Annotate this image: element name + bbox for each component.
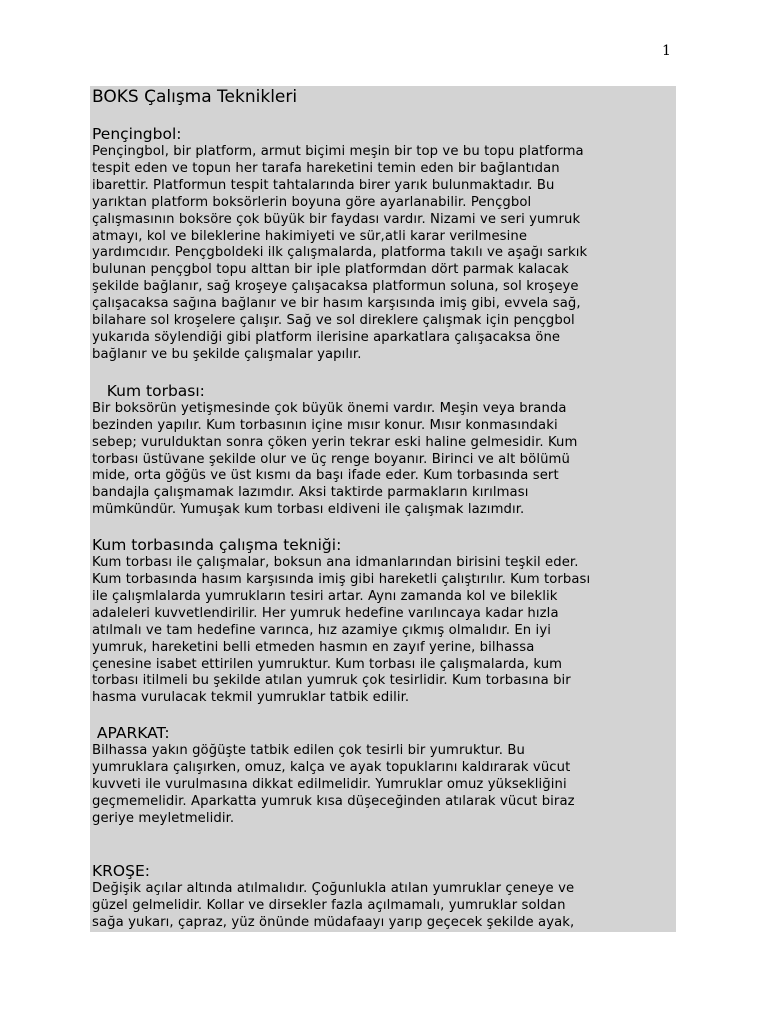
section-aparkat bbox=[90, 724, 676, 828]
text-line: Kum torbası ile çalışmalar, boksun ana idmanlarından birisini teşkil eder. bbox=[92, 555, 579, 571]
text-line: yarıktan platform boksörlerin boyuna göre ayarlanabilir. Pençgbol bbox=[92, 194, 532, 210]
text-line: ile çalışmlalarda yumrukların tesiri artar. Aynı zamanda kol ve bileklik bbox=[92, 588, 558, 604]
section-pencingbol bbox=[90, 125, 676, 364]
text-line: Bir boksörün yetişmesinde çok büyük önemi vardır. Meşin veya branda bbox=[92, 400, 567, 416]
text-line: şekilde bağlanır, sağ kroşeye çalışacaksa platformun soluna, sol kroşeye bbox=[92, 279, 579, 295]
text-line: mümkündür. Yumuşak kum torbası eldiveni ile çalışmak lazımdır. bbox=[92, 502, 525, 518]
section-heading: Kum torbası: bbox=[92, 381, 205, 400]
section-body bbox=[90, 881, 676, 932]
text-line: yukarıda söylendiği gibi platform ilerisine aparkatlara çalışacaksa öne bbox=[92, 329, 561, 345]
text-line: tespit eden ve topun her tarafa hareketini temin eden bir bağlantıdan bbox=[92, 160, 560, 176]
section-body bbox=[90, 401, 676, 519]
document-content bbox=[90, 86, 676, 932]
page-number: 1 bbox=[662, 43, 671, 59]
text-line: yumruklara çalışırken, omuz, kalça ve ayak topuklarını kaldırarak vücut bbox=[92, 760, 571, 776]
section-heading: Kum torbasında çalışma tekniği: bbox=[92, 536, 342, 555]
text-line: ibarettir. Platformun tespit tahtalarında birer yarık bulunmaktadır. Bu bbox=[92, 177, 555, 193]
text-line: adaleleri kuvvetlendirilir. Her yumruk hedefine varılıncaya kadar hızla bbox=[92, 605, 559, 621]
text-line: kuvveti ile vurulmasına dikkat edilmelidir. Yumruklar omuz yüksekliğini bbox=[92, 777, 567, 793]
text-line: sebep; vurulduktan sonra çöken yerin tekrar eski haline gelmesidir. Kum bbox=[92, 434, 578, 450]
text-line: hasma vurulacak tekmil yumruklar tatbik edilir. bbox=[92, 690, 410, 706]
section-heading: Pençingbol: bbox=[92, 125, 182, 143]
text-line: bağlanır ve bu şekilde çalışmalar yapılır. bbox=[92, 346, 362, 362]
text-line: bandajla çalışmamak lazımdır. Aksi taktirde parmakların kırılması bbox=[92, 485, 529, 501]
text-line: sağa yukarı, çapraz, yüz önünde müdafaayı yarıp geçecek şekilde ayak, bbox=[92, 914, 575, 930]
text-line: geriye meyletmelidir. bbox=[92, 810, 235, 826]
section-body bbox=[90, 555, 676, 707]
text-line: atmayı, kol ve bileklerine hakimiyeti ve sür,atli karar verilmesine bbox=[92, 228, 528, 244]
section-body bbox=[90, 144, 676, 364]
text-line: güzel gelmelidir. Kollar ve dirsekler fazla açılmamalı, yumruklar soldan bbox=[92, 897, 566, 913]
text-line: çenesine isabet ettirilen yumruktur. Kum torbası ile çalışmalarda, kum bbox=[92, 656, 563, 672]
text-line: Kum torbasında hasım karşısında imiş gibi hareketli çalıştırılır. Kum torbası bbox=[92, 572, 591, 588]
section-kum-torbasi bbox=[90, 382, 676, 519]
text-line: çalışacaksa sağına bağlanır ve bir hasım karşısında imiş gibi, evvela sağ, bbox=[92, 296, 581, 312]
text-line: Değişik açılar altında atılmalıdır. Çoğunlukla atılan yumruklar çeneye ve bbox=[92, 880, 575, 896]
text-line: bulunan pençgbol topu alttan bir iple platformdan dört parmak kalacak bbox=[92, 262, 569, 278]
text-line: yumruk, hareketini belli etmeden hasmın en zayıf yerine, bilhassa bbox=[92, 639, 535, 655]
text-line: Bilhassa yakın göğüşte tatbik edilen çok tesirli bir yumruktur. Bu bbox=[92, 743, 525, 759]
section-heading: KROŞE: bbox=[92, 861, 150, 880]
text-line: bilahare sol kroşelere çalışır. Sağ ve sol direklere çalışmak için pençgbol bbox=[92, 313, 575, 329]
document-title: BOKS Çalışma Teknikleri bbox=[92, 87, 298, 107]
text-line: atılmalı ve tam hedefine varınca, hız azamiye çıkmış olmalıdır. En iyi bbox=[92, 622, 551, 638]
section-heading: APARKAT: bbox=[92, 724, 170, 743]
text-line: torbası üstüvane şekilde olur ve üç renge boyanır. Birinci ve alt bölümü bbox=[92, 451, 570, 467]
text-line: torbası itilmeli bu şekilde atılan yumruk çok tesirlidir. Kum torbasına bir bbox=[92, 673, 571, 689]
section-krose bbox=[90, 862, 676, 932]
text-line: yardımcıdır. Pençgboldeki ilk çalışmalarda, platforma takılı ve aşağı sarkık bbox=[92, 245, 588, 261]
text-line: Pençingbol, bir platform, armut biçimi meşin bir top ve bu topu platforma bbox=[92, 144, 584, 159]
text-line: bezinden yapılır. Kum torbasının içine mısır konur. Mısır konmasındaki bbox=[92, 417, 558, 433]
text-line: geçmemelidir. Aparkatta yumruk kısa düşeceğinden atılarak vücut biraz bbox=[92, 794, 575, 809]
text-line: mide, orta göğüs ve üst kısmı da başı ifade eder. Kum torbasında sert bbox=[92, 468, 559, 484]
text-line: çalışmasının boksöre çok büyük bir faydası vardır. Nizami ve seri yumruk bbox=[92, 211, 581, 227]
section-kum-torbasinda-calisma bbox=[90, 536, 676, 707]
section-body bbox=[90, 743, 676, 828]
